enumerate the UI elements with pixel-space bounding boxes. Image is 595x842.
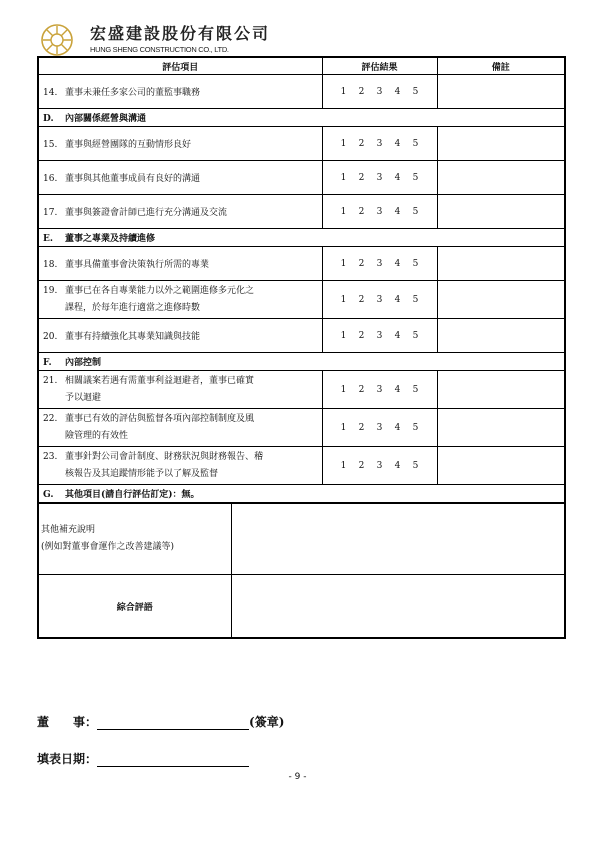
item-text: 董事與經營團隊的互動情形良好 [65, 140, 192, 150]
page-number: - 9 - [288, 772, 307, 782]
item-number: 15. [43, 140, 58, 150]
section-g-cell [38, 485, 565, 504]
note-cell[interactable] [437, 447, 565, 485]
note-cell[interactable] [437, 247, 565, 281]
item-cell [38, 195, 322, 229]
other-notes-label-line2: (例如對董事會運作之改善建議等) [41, 542, 175, 552]
other-notes-label-line1: 其他補充說明 [41, 525, 96, 535]
seal-label: (簽章) [249, 715, 285, 729]
score-option[interactable]: 3 [376, 460, 383, 471]
score-option[interactable]: 2 [358, 460, 365, 471]
score-option[interactable]: 4 [394, 384, 401, 395]
item-cell [38, 161, 322, 195]
item-text-line1: 董事已在各自專業能力以外之範圍進修多元化之 [65, 285, 255, 296]
item-text-wrap [43, 373, 318, 407]
section-letter: D. [43, 114, 54, 124]
item-text: 董事未兼任多家公司的董監事職務 [65, 88, 201, 98]
overall-comment-label: 綜合評語 [38, 575, 231, 639]
item-number: 19. [43, 285, 58, 296]
item-cell [38, 247, 322, 281]
score-option[interactable]: 3 [376, 172, 383, 183]
company-name: 宏盛建設股份有限公司 [90, 24, 271, 43]
score-option[interactable]: 1 [340, 86, 347, 97]
score-cell [322, 281, 437, 319]
section-row [38, 353, 565, 371]
item-number: 18. [43, 260, 58, 270]
item-text-wrap [43, 411, 318, 445]
score-option[interactable]: 5 [412, 422, 419, 433]
score-option[interactable]: 3 [376, 86, 383, 97]
score-option[interactable]: 2 [358, 294, 365, 305]
date-line[interactable] [97, 752, 249, 767]
section-cell [38, 109, 565, 127]
score-cell [322, 319, 437, 353]
score-option[interactable]: 1 [340, 384, 347, 395]
score-option[interactable]: 4 [394, 460, 401, 471]
score-cell [322, 161, 437, 195]
score-option[interactable]: 3 [376, 258, 383, 269]
score-option[interactable]: 1 [340, 258, 347, 269]
note-cell[interactable] [437, 195, 565, 229]
item-text-line1: 相關議案若遇有需董事利益迴避者，董事已確實 [65, 375, 255, 386]
score-option[interactable]: 5 [412, 384, 419, 395]
col-note-header: 備註 [437, 57, 565, 75]
score-option[interactable]: 1 [340, 172, 347, 183]
note-cell[interactable] [437, 127, 565, 161]
table-row [38, 447, 565, 485]
score-option[interactable]: 4 [394, 330, 401, 341]
score-option[interactable]: 4 [394, 258, 401, 269]
score-option[interactable]: 2 [358, 138, 365, 149]
score-option[interactable]: 4 [394, 206, 401, 217]
item-text-wrap [43, 283, 318, 317]
note-cell[interactable] [437, 161, 565, 195]
section-row [38, 109, 565, 127]
score-option[interactable]: 2 [358, 206, 365, 217]
score-option[interactable]: 3 [376, 422, 383, 433]
evaluation-body [38, 75, 565, 504]
table-row [38, 371, 565, 409]
table-row [38, 409, 565, 447]
director-label: 董 事： [37, 715, 98, 729]
table-row [38, 319, 565, 353]
note-cell[interactable] [437, 409, 565, 447]
score-option[interactable]: 1 [340, 206, 347, 217]
item-number: 17. [43, 208, 58, 218]
item-text [65, 449, 263, 483]
score-option[interactable]: 5 [412, 86, 419, 97]
item-number: 21. [43, 375, 58, 386]
item-text-line2: 予以迴避 [65, 392, 102, 403]
section-row-g [38, 485, 565, 504]
score-cell [322, 195, 437, 229]
note-cell[interactable] [437, 281, 565, 319]
score-option[interactable]: 5 [412, 330, 419, 341]
score-cell [322, 127, 437, 161]
score-option[interactable]: 1 [340, 294, 347, 305]
item-text [65, 411, 254, 445]
score-cell [322, 247, 437, 281]
score-option[interactable]: 2 [358, 422, 365, 433]
item-number: 23. [43, 451, 58, 462]
score-option[interactable]: 4 [394, 86, 401, 97]
score-option[interactable]: 3 [376, 294, 383, 305]
col-item-header: 評估項目 [38, 57, 322, 75]
table-row [38, 281, 565, 319]
score-option[interactable]: 2 [358, 86, 365, 97]
score-option[interactable]: 5 [412, 460, 419, 471]
score-option[interactable]: 1 [340, 138, 347, 149]
score-option[interactable]: 5 [412, 294, 419, 305]
score-option[interactable]: 4 [394, 138, 401, 149]
score-option[interactable]: 5 [412, 172, 419, 183]
director-signature-line[interactable] [97, 715, 249, 730]
item-text-line1: 董事已有效的評估與監督各項內部控制制度及風 [65, 413, 255, 424]
score-option[interactable]: 3 [376, 138, 383, 149]
extra-table [37, 504, 566, 639]
evaluation-table [37, 56, 566, 504]
score-option[interactable]: 5 [412, 138, 419, 149]
score-option[interactable]: 2 [358, 172, 365, 183]
score-option[interactable]: 2 [358, 258, 365, 269]
score-option[interactable]: 3 [376, 206, 383, 217]
score-cell [322, 447, 437, 485]
score-option[interactable]: 4 [394, 294, 401, 305]
item-text-line2: 核報告及其追蹤情形能予以了解及監督 [65, 468, 219, 479]
score-option[interactable]: 5 [412, 206, 419, 217]
item-cell [38, 127, 322, 161]
item-text: 董事與簽證會計師已進行充分溝通及交流 [65, 208, 228, 218]
section-cell [38, 353, 565, 371]
item-cell [38, 75, 322, 109]
score-option[interactable]: 1 [340, 422, 347, 433]
note-cell[interactable] [437, 75, 565, 109]
company-logo-icon [40, 23, 74, 57]
company-name-en: HUNG SHENG CONSTRUCTION CO., LTD. [90, 45, 229, 54]
item-cell [38, 281, 322, 319]
score-cell [322, 75, 437, 109]
item-cell [38, 319, 322, 353]
table-row [38, 75, 565, 109]
section-letter: F. [43, 358, 52, 368]
score-option[interactable]: 2 [358, 330, 365, 341]
item-text [65, 373, 254, 407]
section-cell [38, 229, 565, 247]
item-number: 22. [43, 413, 58, 424]
section-title: 董事之專業及持續進修 [65, 234, 156, 244]
table-row [38, 195, 565, 229]
item-text: 董事具備董事會決策執行所需的專業 [65, 260, 210, 270]
item-number: 16. [43, 174, 58, 184]
score-option[interactable]: 1 [340, 460, 347, 471]
section-letter: G. [43, 490, 54, 500]
table-header-row [38, 57, 565, 75]
item-text-line2: 課程，於每年進行適當之進修時數 [65, 302, 201, 313]
director-signature [37, 713, 284, 730]
item-cell [38, 371, 322, 409]
table-row [38, 127, 565, 161]
score-option[interactable]: 4 [394, 172, 401, 183]
item-text-wrap [43, 449, 318, 483]
table-row [38, 161, 565, 195]
section-title: 內部關係經營與溝通 [65, 114, 147, 124]
section-row [38, 229, 565, 247]
item-text-line2: 險管理的有效性 [65, 430, 129, 441]
date-label: 填表日期： [37, 752, 98, 766]
item-cell [38, 409, 322, 447]
section-title: 內部控制 [65, 358, 102, 368]
item-text-line1: 董事針對公司會計制度、財務狀況與財務報告、稽 [65, 451, 264, 462]
item-number: 14. [43, 88, 58, 98]
overall-comment-field[interactable] [231, 575, 565, 639]
item-number: 20. [43, 332, 58, 342]
score-option[interactable]: 5 [412, 258, 419, 269]
table-row [38, 247, 565, 281]
item-text: 董事與其他董事成員有良好的溝通 [65, 174, 201, 184]
note-cell[interactable] [437, 371, 565, 409]
section-title: 其他項目(請自行評估訂定)：無。 [65, 490, 200, 500]
other-notes-label [38, 504, 231, 575]
other-notes-field[interactable] [231, 504, 565, 575]
page-header [40, 21, 300, 57]
score-cell [322, 409, 437, 447]
item-text: 董事有持續強化其專業知識與技能 [65, 332, 201, 342]
item-cell [38, 447, 322, 485]
score-option[interactable]: 2 [358, 384, 365, 395]
col-result-header: 評估結果 [322, 57, 437, 75]
score-option[interactable]: 3 [376, 330, 383, 341]
score-cell [322, 371, 437, 409]
note-cell[interactable] [437, 319, 565, 353]
score-option[interactable]: 1 [340, 330, 347, 341]
fill-date [37, 750, 249, 767]
score-option[interactable]: 3 [376, 384, 383, 395]
overall-comment-row [38, 575, 565, 639]
item-text [65, 283, 254, 317]
score-option[interactable]: 4 [394, 422, 401, 433]
section-letter: E. [43, 234, 53, 244]
other-notes-row [38, 504, 565, 575]
